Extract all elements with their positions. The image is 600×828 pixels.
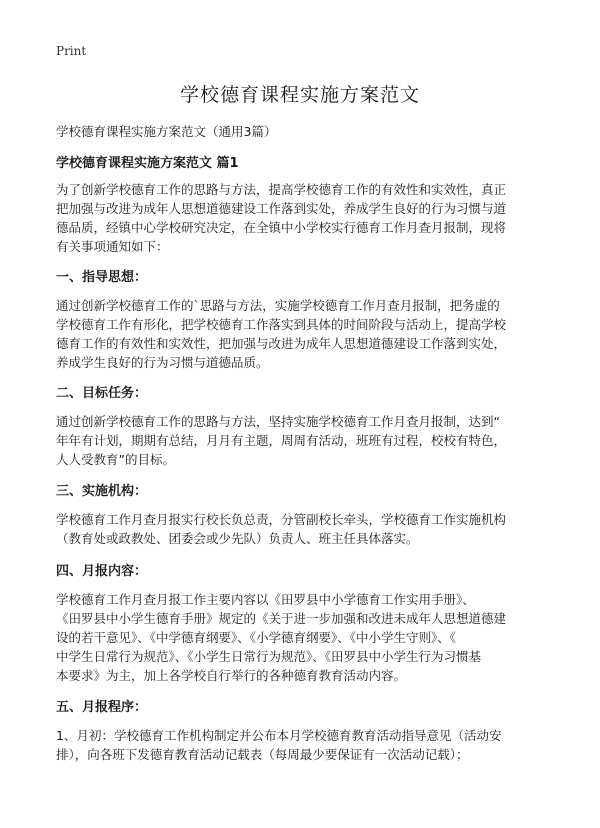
paragraph-line: 设的若干意见》、《中学德育纲要》、《小学德育纲要》、《中小学生守则》、《 (56, 630, 457, 645)
section-heading-procedure: 五、月报程序： (56, 700, 148, 715)
intro-line: 有关事项通知如下： (56, 239, 169, 254)
paragraph-line: 人人受教育”的目标。 (56, 452, 175, 467)
page-title: 学校德育课程实施方案范文 (179, 84, 420, 106)
part-heading: 学校德育课程实施方案范文 篇1 (56, 156, 239, 171)
paragraph-line: 学校德育工作有形化，把学校德育工作落实到具体的时间阶段与活动上，提高学校 (56, 317, 507, 332)
section-paragraph-procedure (56, 726, 546, 764)
paragraph-line: （教育处或政教处、团委会或少先队）负责人、班主任具体落实。 (56, 531, 419, 546)
paragraph-line: 本要求》为主，加上各学校自行举行的各种德育教育活动内容。 (56, 668, 407, 683)
paragraph-line: 《田罗县中小学生德育手册》规定的《关于进一步加强和改进未成年人思想道德建 (56, 611, 507, 626)
section-paragraph-guiding (56, 296, 546, 372)
section-heading-agency: 三、实施机构： (56, 484, 148, 499)
paragraph-line: 中学生日常行为规范》、《小学生日常行为规范》、《田罗县中小学生行为习惯基 (56, 649, 482, 664)
intro-line: 德品质，经镇中心学校研究决定，在全镇中小学校实行德育工作月查月报制，现将 (56, 220, 507, 235)
section-paragraph-goals (56, 412, 546, 469)
paragraph-line: 排），向各班下发德育教育活动记载表（每周最少要保证有一次活动记载）； (56, 747, 469, 762)
paragraph-line: 学校德育工作月查月报工作主要内容以《田罗县中小学德育工作实用手册》、 (56, 592, 475, 607)
section-paragraph-agency (56, 510, 546, 548)
section-heading-content: 四、月报内容： (56, 564, 148, 579)
paragraph-line: 德育工作的有效性和实效性，把加强与改进为成年人思想道德建设工作落到实处， (56, 336, 507, 351)
document-subtitle: 学校德育课程实施方案范文（通用3篇） (56, 124, 277, 139)
paragraph-line: 通过创新学校德育工作的思路与方法，坚持实施学校德育工作月查月报制，达到“ (56, 414, 500, 429)
section-paragraph-content (56, 590, 546, 685)
section-heading-goals: 二、目标任务： (56, 386, 148, 401)
paragraph-line: 学校德育工作月查月报实行校长负总责，分管副校长牵头，学校德育工作实施机构 (56, 512, 507, 527)
paragraph-line: 通过创新学校德育工作的`思路与方法，实施学校德育工作月查月报制，把务虚的 (56, 298, 500, 313)
paragraph-line: 养成学生良好的行为习惯与道德品质。 (56, 355, 269, 370)
section-heading-guiding: 一、指导思想： (56, 270, 148, 285)
intro-line: 为了创新学校德育工作的思路与方法，提高学校德育工作的有效性和实效性，真正 (56, 182, 507, 197)
intro-line: 把加强与改进为成年人思想道德建设工作落到实处，养成学生良好的行为习惯与道 (56, 201, 507, 216)
paragraph-line: 年年有计划，期期有总结，月月有主题，周周有活动，班班有过程，校校有特色， (56, 433, 507, 448)
print-link[interactable]: Print (56, 44, 87, 58)
intro-paragraph (56, 180, 546, 256)
paragraph-line: 1、月初：学校德育工作机构制定并公布本月学校德育教育活动指导意见（活动安 (56, 728, 502, 743)
